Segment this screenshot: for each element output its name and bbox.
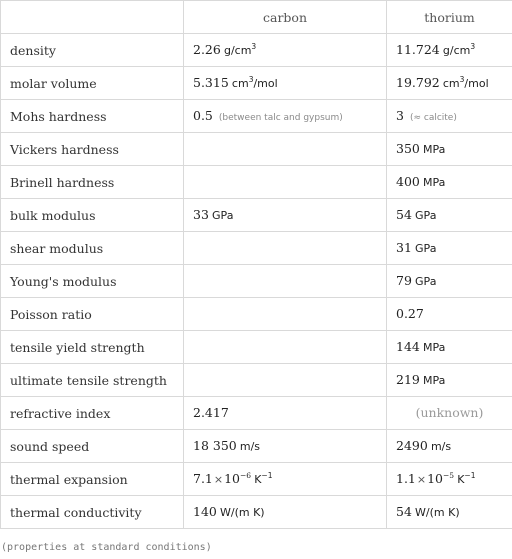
property-label: Mohs hardness (1, 100, 184, 133)
value-note: (≈ calcite) (409, 113, 457, 123)
thorium-value: 144 MPa (387, 331, 512, 364)
table-row (1, 100, 512, 133)
table-row (1, 265, 512, 298)
thorium-value: 219 MPa (387, 364, 512, 397)
thorium-value: 2490 m/s (387, 430, 512, 463)
property-label: molar volume (1, 67, 184, 100)
property-label: thermal expansion (1, 463, 184, 496)
property-label: sound speed (1, 430, 184, 463)
carbon-value (184, 298, 387, 331)
property-label: Vickers hardness (1, 133, 184, 166)
table-row (1, 496, 512, 529)
table-row (1, 133, 512, 166)
table-row (1, 199, 512, 232)
header-thorium: thorium (387, 1, 512, 34)
carbon-value: 18 350 m/s (184, 430, 387, 463)
thorium-value: 54 W/(m K) (387, 496, 512, 529)
value-note: (between talc and gypsum) (218, 113, 343, 123)
thorium-value: 350 MPa (387, 133, 512, 166)
carbon-value: 2.26 $g/cm^3$ (184, 34, 387, 67)
thorium-value: 19.792 $cm^3$/mol (387, 67, 512, 100)
table-row (1, 67, 512, 100)
thorium-value: 79 GPa (387, 265, 512, 298)
thorium-value: $1.1\times 10^{-5}$ $K^{-1}$ (387, 463, 512, 496)
carbon-value: 5.315 $cm^3$/mol (184, 67, 387, 100)
table-row (1, 166, 512, 199)
carbon-value: 0.5 (between talc and gypsum) (184, 100, 387, 133)
table-row (1, 298, 512, 331)
thorium-value: 0.27 (387, 298, 512, 331)
header-blank (1, 1, 184, 34)
carbon-value (184, 331, 387, 364)
table-row (1, 331, 512, 364)
header-row (1, 1, 512, 34)
header-carbon: carbon (184, 1, 387, 34)
carbon-value (184, 133, 387, 166)
table-row (1, 463, 512, 496)
unknown-label: (unknown) (415, 405, 484, 420)
thorium-value: 3 (≈ calcite) (387, 100, 512, 133)
carbon-value (184, 166, 387, 199)
property-label: Young's modulus (1, 265, 184, 298)
table-row (1, 34, 512, 67)
thorium-value: 31 GPa (387, 232, 512, 265)
property-label: thermal conductivity (1, 496, 184, 529)
table-row (1, 364, 512, 397)
property-label: density (1, 34, 184, 67)
carbon-value: $7.1\times 10^{-6}$ $K^{-1}$ (184, 463, 387, 496)
carbon-value (184, 265, 387, 298)
property-label: bulk modulus (1, 199, 184, 232)
property-label: tensile yield strength (1, 331, 184, 364)
table-row (1, 232, 512, 265)
carbon-value (184, 364, 387, 397)
carbon-value: 2.417 (184, 397, 387, 430)
table-row (1, 397, 512, 430)
thorium-value (387, 397, 512, 430)
property-label: ultimate tensile strength (1, 364, 184, 397)
property-label: Poisson ratio (1, 298, 184, 331)
carbon-value: 33 GPa (184, 199, 387, 232)
thorium-value: 11.724 $g/cm^3$ (387, 34, 512, 67)
thorium-value: 400 MPa (387, 166, 512, 199)
footnote: (properties at standard conditions) (1, 542, 212, 553)
carbon-value (184, 232, 387, 265)
thorium-value: 54 GPa (387, 199, 512, 232)
property-label: shear modulus (1, 232, 184, 265)
property-label: Brinell hardness (1, 166, 184, 199)
carbon-value: 140 W/(m K) (184, 496, 387, 529)
table-row (1, 430, 512, 463)
property-label: refractive index (1, 397, 184, 430)
